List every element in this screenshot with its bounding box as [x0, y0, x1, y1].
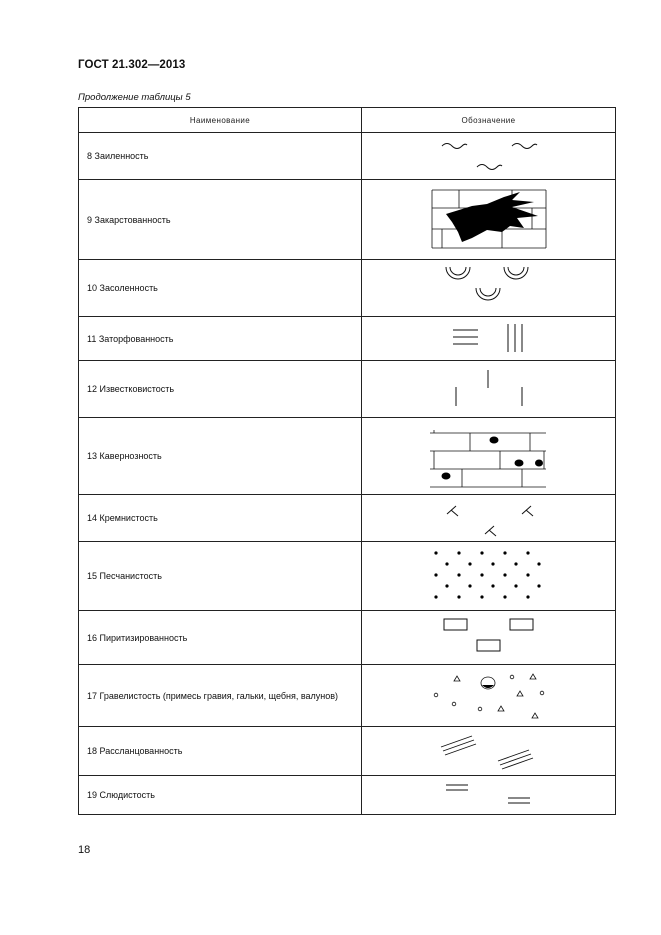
- table-row: [79, 776, 616, 815]
- schistosity-lines-icon: [362, 727, 616, 775]
- table-row: [79, 260, 616, 317]
- row-name: 11 Заторфованность: [79, 317, 362, 361]
- gravel-mix-icon: [362, 665, 616, 726]
- silt-wave-icon: [362, 133, 616, 179]
- table-row: [79, 418, 616, 495]
- row-name: 8 Заиленность: [79, 133, 362, 180]
- document-header: ГОСТ 21.302—2013: [78, 59, 186, 71]
- row-name: 17 Гравелистость (примесь гравия, гальки, щебня, валунов): [79, 665, 362, 727]
- table-row: [79, 361, 616, 418]
- table-row: [79, 133, 616, 180]
- table-row: [79, 180, 616, 260]
- row-name: 14 Кремнистость: [79, 495, 362, 542]
- mica-lines-icon: [362, 776, 616, 814]
- row-name: 10 Засоленность: [79, 260, 362, 317]
- table-row: [79, 495, 616, 542]
- table-row: [79, 611, 616, 665]
- karst-icon: [362, 180, 616, 259]
- row-name: 13 Кавернозность: [79, 418, 362, 495]
- peat-lines-icon: [362, 317, 616, 360]
- symbols-table: [78, 107, 616, 815]
- table-row: [79, 727, 616, 776]
- page-number: 18: [78, 844, 91, 856]
- row-name: 19 Слюдистость: [79, 776, 362, 815]
- pyrite-rectangles-icon: [362, 611, 616, 664]
- table-row: [79, 317, 616, 361]
- row-name: 9 Закарстованность: [79, 180, 362, 260]
- table-caption: Продолжение таблицы 5: [78, 92, 191, 103]
- column-header-symbol: Обозначение: [362, 108, 616, 133]
- row-name: 16 Пиритизированность: [79, 611, 362, 665]
- column-header-name: Наименование: [79, 108, 362, 133]
- row-name: 18 Рассланцованность: [79, 727, 362, 776]
- table-row: [79, 542, 616, 611]
- cavernous-brick-icon: [362, 418, 616, 494]
- salinity-arc-icon: [362, 260, 616, 316]
- siliceous-t-icon: [362, 495, 616, 541]
- sandy-dots-icon: [362, 542, 616, 610]
- row-name: 12 Известковистость: [79, 361, 362, 418]
- table-row: [79, 665, 616, 727]
- calcareous-ticks-icon: [362, 361, 616, 417]
- table-header-row: [79, 108, 616, 133]
- row-name: 15 Песчанистость: [79, 542, 362, 611]
